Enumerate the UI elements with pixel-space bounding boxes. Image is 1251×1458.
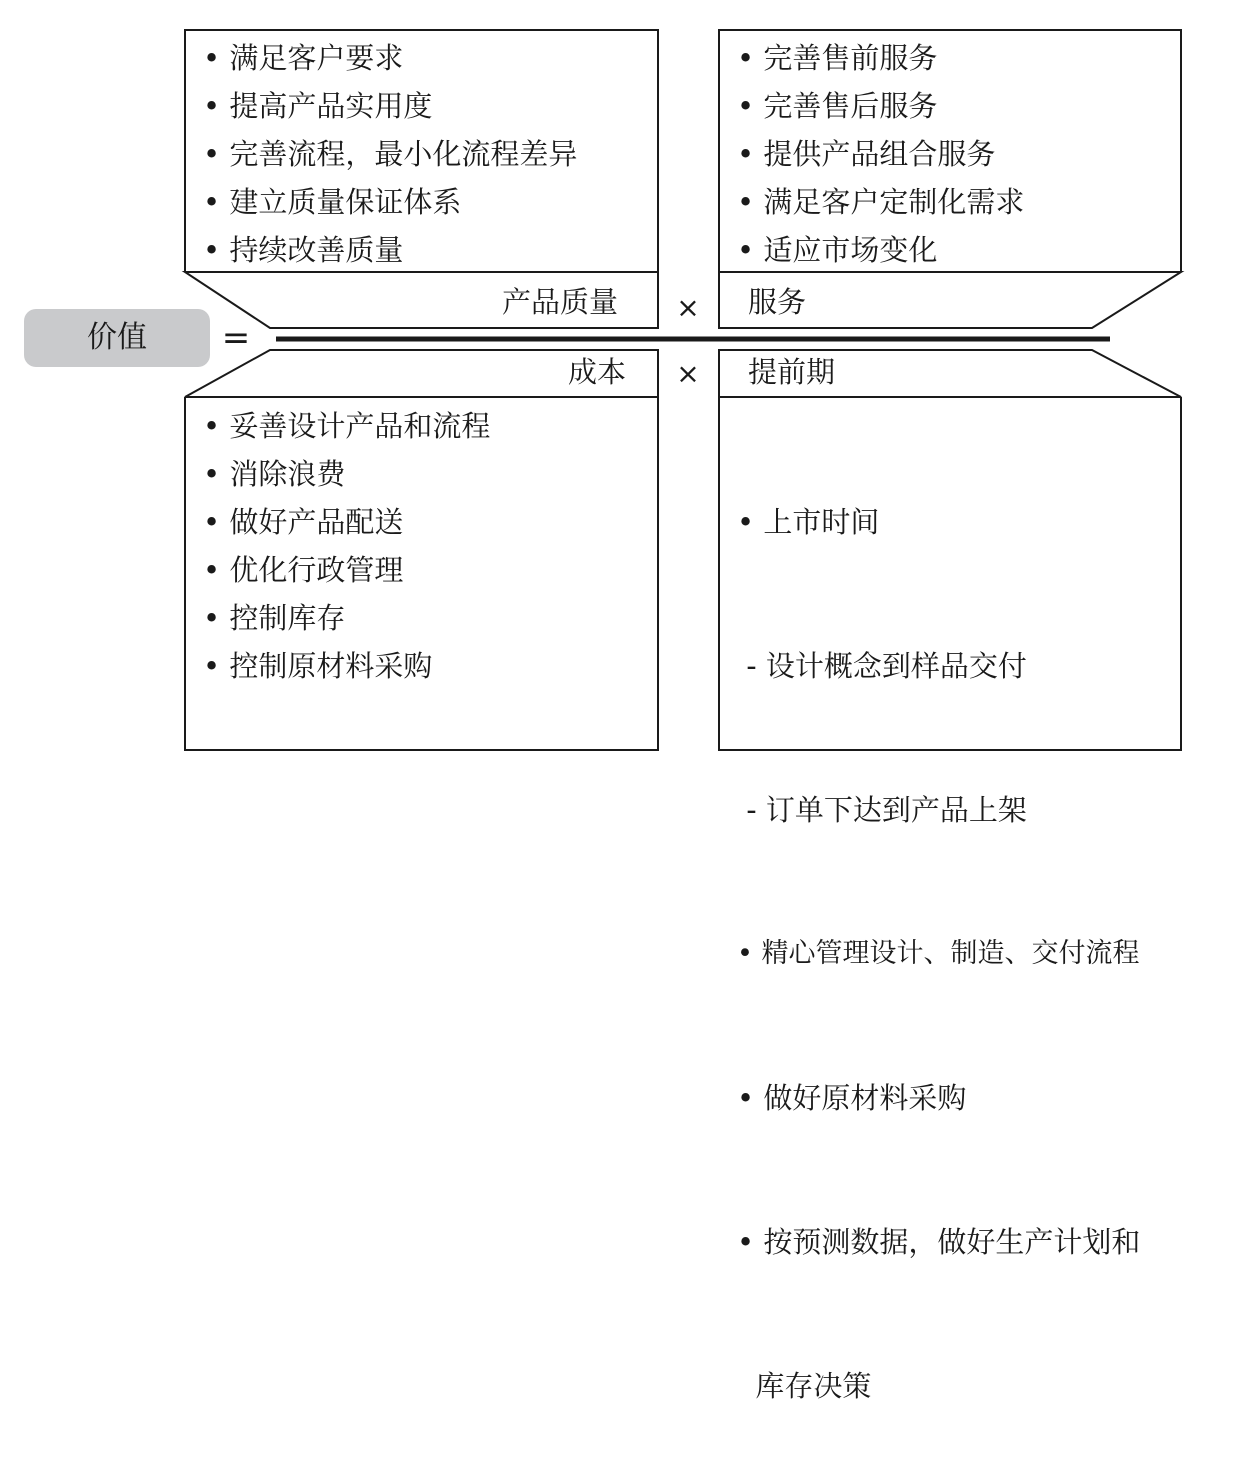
multiply-sign-top: × — [676, 291, 700, 324]
list-item: • 控制原材料采购 — [203, 649, 433, 683]
equals-sign: = — [221, 318, 251, 358]
list-item: • 提供产品组合服务 — [737, 137, 996, 171]
quality-items — [203, 34, 577, 274]
list-item: • 做好产品配送 — [203, 505, 404, 539]
list-item: • 按预测数据，做好生产计划和 — [737, 1225, 1141, 1259]
list-item: • 提高产品实用度 — [203, 89, 433, 123]
list-item: 库存决策 — [737, 1369, 872, 1403]
list-item: • 持续改善质量 — [203, 233, 404, 267]
quality-label: 产品质量 — [502, 285, 619, 319]
list-item: • 适应市场变化 — [737, 233, 938, 267]
service-label: 服务 — [748, 285, 807, 319]
list-item: • 建立质量保证体系 — [203, 185, 462, 219]
cost-items — [203, 402, 490, 690]
list-item: • 妥善设计产品和流程 — [203, 409, 491, 443]
list-item: • 控制库存 — [203, 601, 346, 635]
multiply-sign-bottom: × — [676, 357, 700, 390]
list-item: • 满足客户要求 — [203, 41, 404, 75]
list-item: • 完善售前服务 — [737, 41, 938, 75]
list-item: - 订单下达到产品上架 — [737, 793, 1027, 827]
list-item: • 完善售后服务 — [737, 89, 938, 123]
leadtime-label: 提前期 — [748, 355, 836, 389]
list-item: • 精心管理设计、制造、交付流程 — [737, 938, 1140, 969]
value-label: 价值 — [24, 309, 210, 367]
list-item: • 做好原材料采购 — [737, 1081, 967, 1115]
list-item: • 完善流程，最小化流程差异 — [203, 137, 578, 171]
list-item: - 设计概念到样品交付 — [737, 649, 1027, 683]
service-items — [737, 34, 1024, 274]
cost-label: 成本 — [568, 355, 627, 389]
list-item: • 优化行政管理 — [203, 553, 404, 587]
list-item: • 消除浪费 — [203, 457, 346, 491]
list-item: • 上市时间 — [737, 505, 880, 539]
list-item: • 满足客户定制化需求 — [737, 185, 1025, 219]
leadtime-items — [737, 402, 1140, 1458]
